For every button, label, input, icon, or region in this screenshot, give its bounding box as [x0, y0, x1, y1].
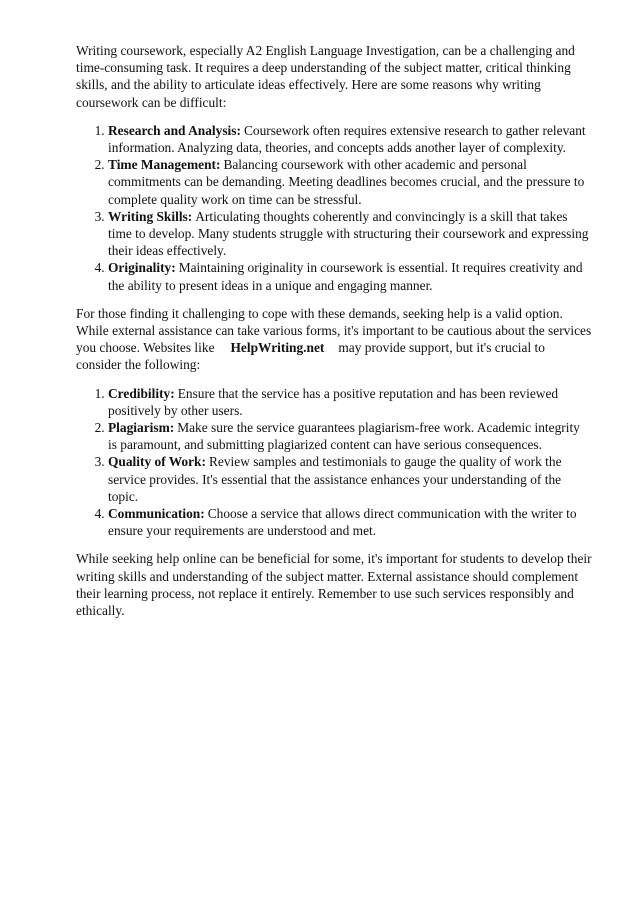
reason-text: Balancing coursework with other academic and personal commitments can be demanding. Meeting deadlines becomes crucial, and the pressure to complete quality work on time can be stressful.: [108, 157, 585, 207]
helpwriting-link[interactable]: HelpWriting.net: [230, 340, 325, 356]
consideration-term: Quality of Work:: [108, 454, 206, 470]
consideration-term: Communication:: [108, 506, 205, 522]
consideration-item: [108, 505, 592, 539]
consideration-text: Ensure that the service has a positive reputation and has been reviewed positively by other users.: [108, 385, 559, 418]
reason-item: [108, 208, 592, 260]
reason-item: [108, 259, 592, 293]
consideration-text: Make sure the service guarantees plagiarism-free work. Academic integrity is paramount, and submitting plagiarized content can have serious consequences.: [108, 420, 580, 453]
consideration-item: [108, 453, 592, 505]
considerations-list: [76, 385, 592, 540]
reason-term: Originality:: [108, 260, 176, 276]
reason-term: Time Management:: [108, 157, 221, 173]
reasons-list: [76, 122, 592, 294]
document-page: [76, 42, 592, 630]
reason-term: Research and Analysis:: [108, 122, 241, 138]
intro-paragraph: Writing coursework, especially A2 English Language Investigation, can be a challenging and time-consuming task. It requires a deep understanding of the subject matter, critical thinking skills, and the ability to articulate ideas effectively. Here are some reasons why writing coursework can be difficult:: [76, 43, 575, 110]
consideration-item: [108, 385, 592, 419]
reason-text: Maintaining originality in coursework is essential. It requires creativity and the ability to present ideas in a unique and engaging manner.: [108, 260, 583, 293]
reason-text: Coursework often requires extensive research to gather relevant information. Analyzing data, theories, and concepts adds another layer of complexity.: [108, 122, 586, 156]
reason-term: Writing Skills:: [108, 208, 193, 224]
consideration-text: Choose a service that allows direct communication with the writer to ensure your requirements are understood and met.: [108, 506, 577, 539]
reason-text: Articulating thoughts coherently and convincingly is a skill that takes time to develop. Many students struggle with structuring their coursework and expressing their ideas effectively.: [108, 208, 589, 259]
reason-item: [108, 156, 592, 208]
conclusion-paragraph: While seeking help online can be beneficial for some, it's important for students to develop their writing skills and understanding of the subject matter. External assistance should complement their learning process, not replace it entirely. Remember to use such services responsibly and ethically.: [76, 551, 592, 619]
consideration-term: Credibility:: [108, 385, 175, 401]
reason-item: [108, 122, 592, 156]
help-text-before: For those finding it challenging to cope with these demands, seeking help is a valid option. While external assistance can take various forms, it's important to be cautious about the services you choose. Websites like: [76, 305, 592, 356]
consideration-item: [108, 419, 592, 453]
consideration-text: Review samples and testimonials to gauge the quality of work the service provides. It's essential that the assistance enhances your understanding of the topic.: [108, 454, 562, 504]
help-text-after: may provide support, but it's crucial to consider the following:: [76, 340, 545, 373]
help-paragraph: [76, 305, 592, 374]
consideration-term: Plagiarism:: [108, 420, 175, 436]
